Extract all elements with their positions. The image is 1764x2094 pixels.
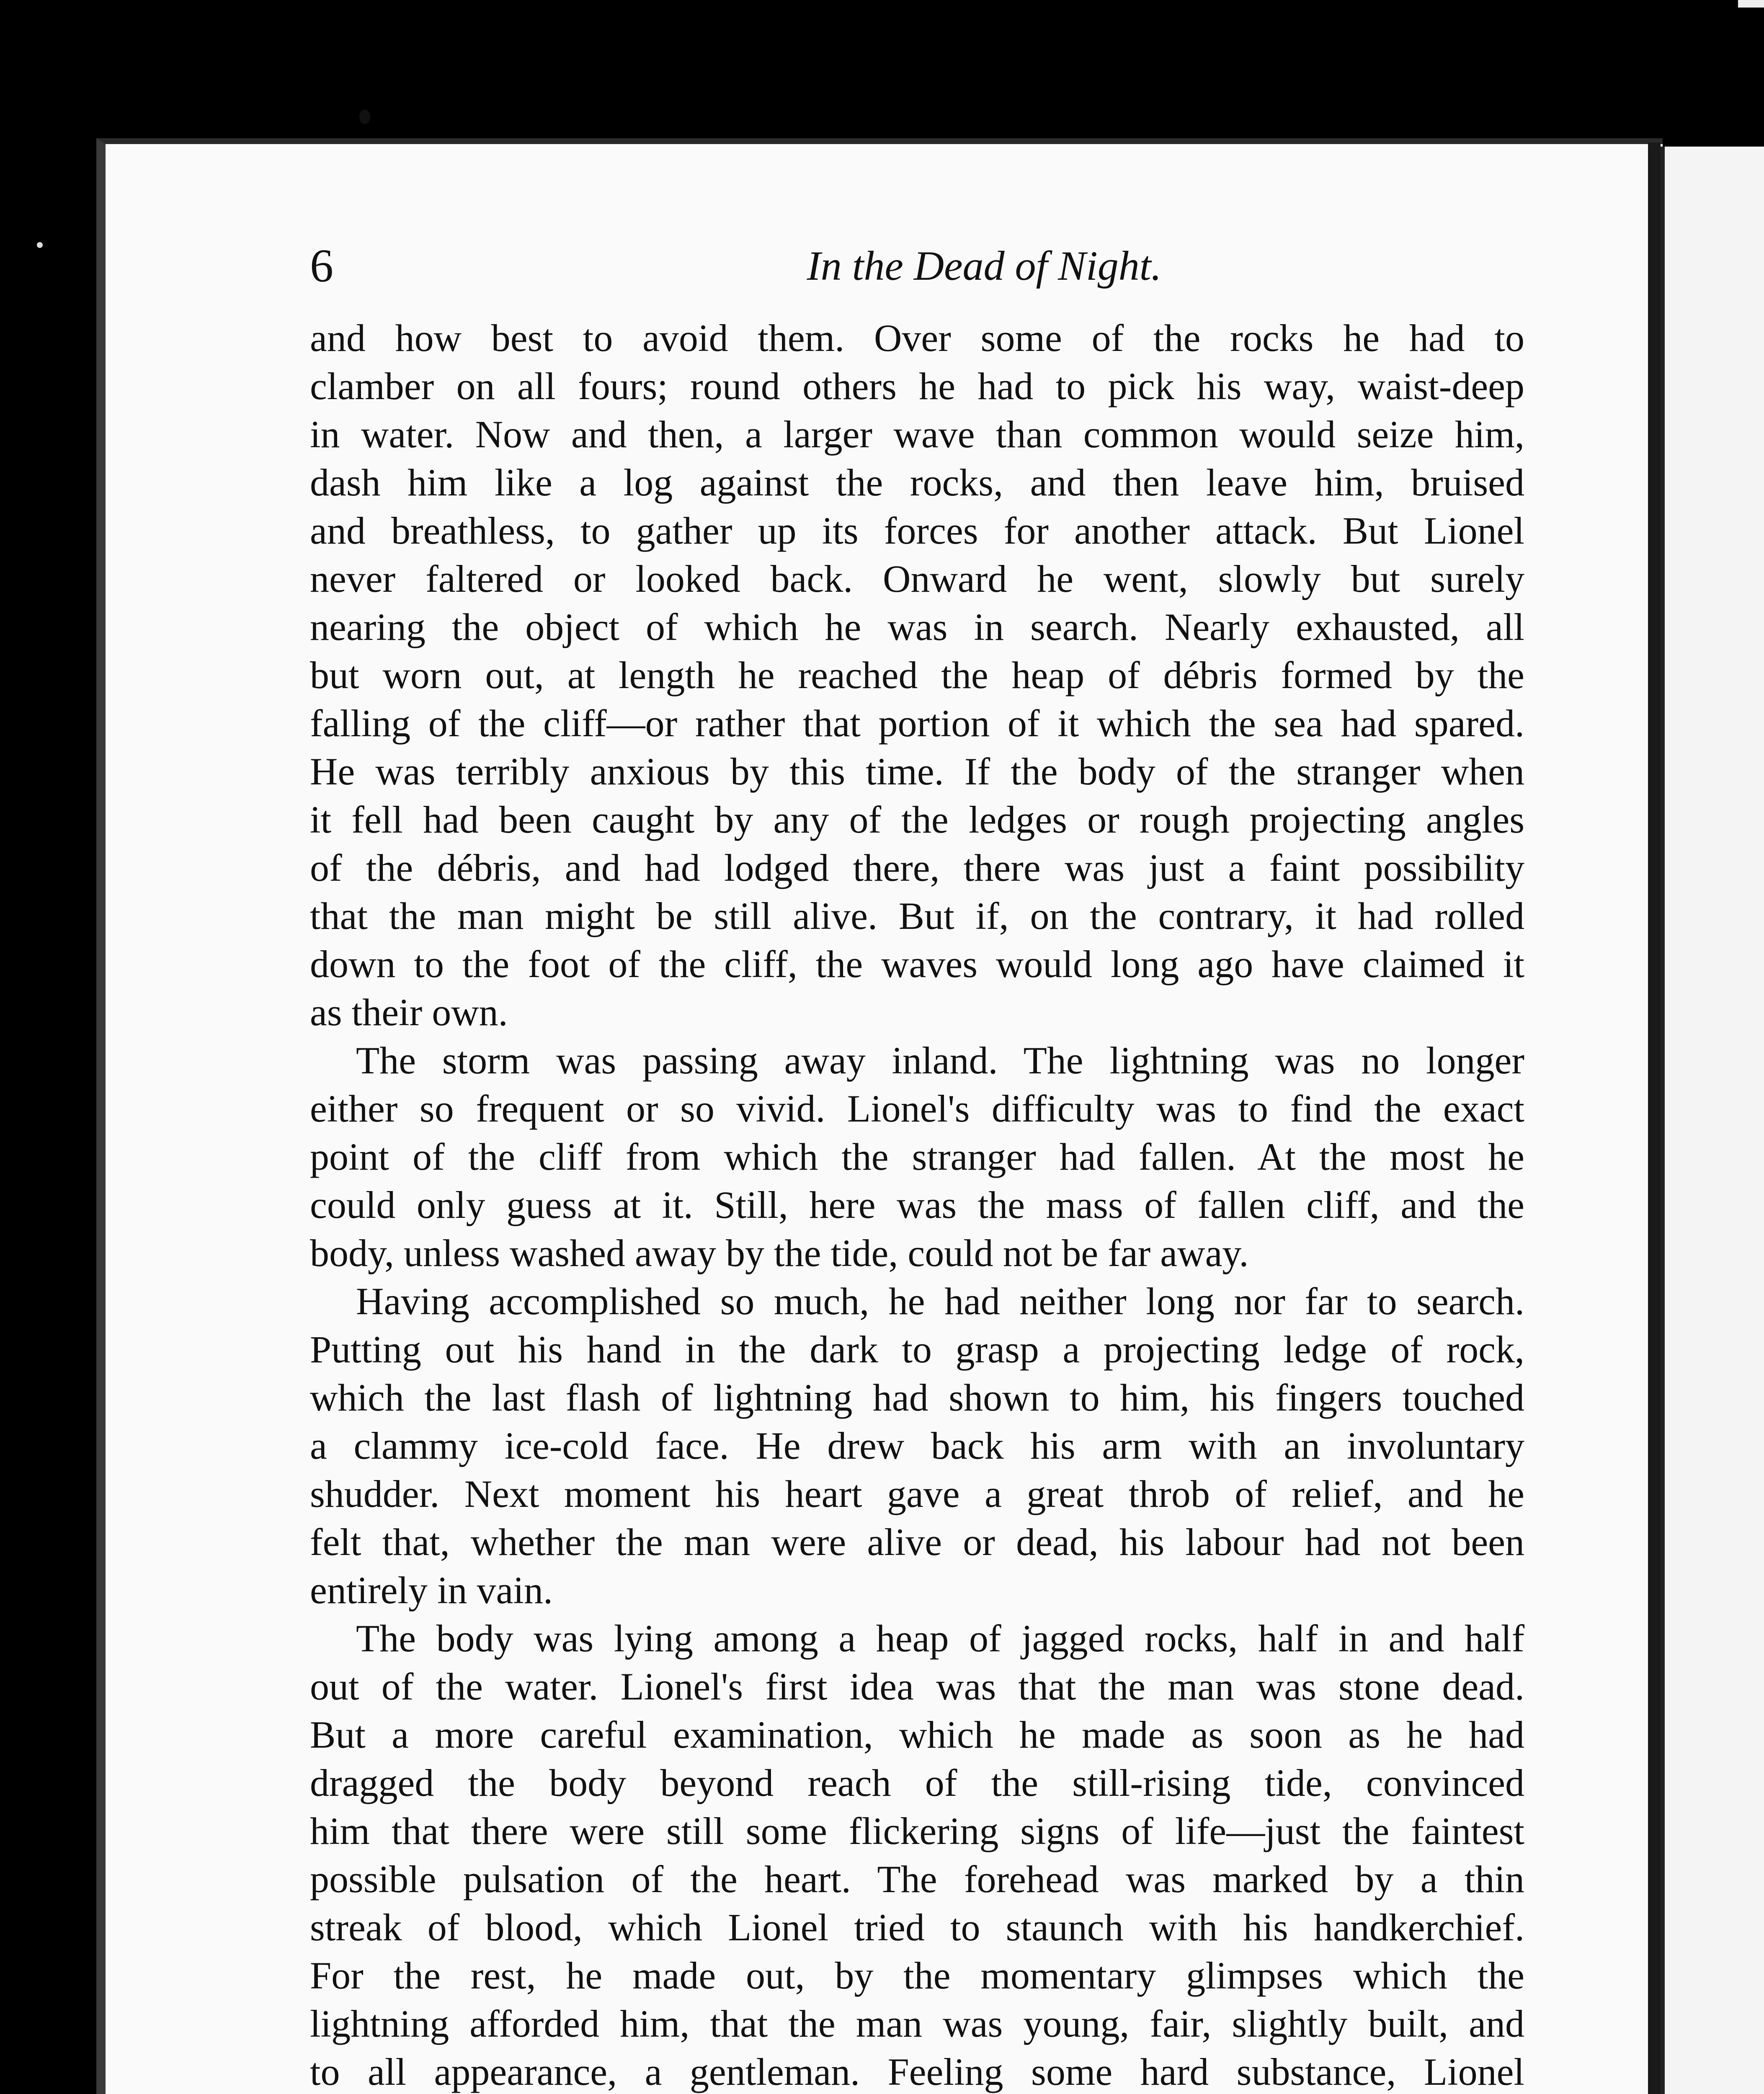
text-line: falling of the cliff—or rather that portion of it which the sea had spared. <box>310 702 1524 745</box>
text-line: never faltered or looked back. Onward he went, slowly but surely <box>310 557 1524 600</box>
text-line: dash him like a log against the rocks, and then leave him, bruised <box>310 461 1524 504</box>
text-line: which the last flash of lightning had shown to him, his fingers touched <box>310 1376 1524 1419</box>
text-line: Having accomplished so much, he had neither long nor far to search. <box>356 1280 1524 1323</box>
text-line: down to the foot of the cliff, the waves would long ago have claimed it <box>310 943 1524 985</box>
scan-speck <box>37 242 43 248</box>
paragraph <box>310 1037 1524 1277</box>
text-line: shudder. Next moment his heart gave a great throb of relief, and he <box>310 1473 1524 1515</box>
text-line: entirely in vain. <box>310 1569 553 1612</box>
text-line: could only guess at it. Still, here was the mass of fallen cliff, and the <box>310 1184 1524 1226</box>
text-line: of the débris, and had lodged there, there was just a faint possibility <box>310 846 1524 889</box>
text-line: to all appearance, a gentleman. Feeling some hard substance, Lionel <box>310 2050 1524 2093</box>
text-line: For the rest, he made out, by the momentary glimpses which the <box>310 1954 1524 1997</box>
text-line: body, unless washed away by the tide, could not be far away. <box>310 1232 1249 1274</box>
text-line: out of the water. Lionel's first idea was that the man was stone dead. <box>310 1665 1524 1708</box>
scan-speck <box>1738 0 1764 8</box>
text-line: point of the cliff from which the stranger had fallen. At the most he <box>310 1135 1524 1178</box>
text-line: either so frequent or so vivid. Lionel's difficulty was to find the exact <box>310 1087 1524 1130</box>
page-gutter-shadow <box>1648 142 1661 2094</box>
text-line: him that there were still some flickering signs of life—just the faintest <box>310 1810 1524 1852</box>
text-line: and how best to avoid them. Over some of the rocks he had to <box>310 317 1524 359</box>
page-header <box>302 235 1541 297</box>
text-line: dragged the body beyond reach of the still-rising tide, convinced <box>310 1761 1524 1804</box>
text-line: possible pulsation of the heart. The forehead was marked by a thin <box>310 1858 1524 1901</box>
running-title: In the Dead of Night. <box>807 242 1162 289</box>
facing-page-edge <box>1661 147 1764 2094</box>
text-line: Putting out his hand in the dark to grasp a projecting ledge of rock, <box>310 1328 1524 1371</box>
paragraph <box>310 1614 1524 2094</box>
text-line: a clammy ice-cold face. He drew back his arm with an involuntary <box>310 1424 1524 1467</box>
text-line: He was terribly anxious by this time. If the body of the stranger when <box>310 750 1524 793</box>
text-line: that the man might be still alive. But if, on the contrary, it had rolled <box>310 895 1524 937</box>
text-line: in water. Now and then, a larger wave than common would seize him, <box>310 413 1524 456</box>
text-line: and breathless, to gather up its forces for another attack. But Lionel <box>310 509 1524 552</box>
text-line: clamber on all fours; round others he had to pick his way, waist-deep <box>310 365 1524 407</box>
text-line: as their own. <box>310 991 508 1034</box>
text-line: streak of blood, which Lionel tried to staunch with his handkerchief. <box>310 1906 1524 1949</box>
text-line: felt that, whether the man were alive or dead, his labour had not been <box>310 1521 1524 1563</box>
body-text <box>310 314 1524 2094</box>
scan-speck <box>359 110 370 124</box>
text-line: The body was lying among a heap of jagged rocks, half in and half <box>356 1617 1524 1660</box>
paragraph <box>310 314 1524 1037</box>
text-line: but worn out, at length he reached the heap of débris formed by the <box>310 654 1524 696</box>
text-line: But a more careful examination, which he made as soon as he had <box>310 1713 1524 1756</box>
text-line: lightning afforded him, that the man was young, fair, slightly built, and <box>310 2002 1524 2045</box>
text-line: it fell had been caught by any of the ledges or rough projecting angles <box>310 798 1524 841</box>
page-number: 6 <box>310 240 333 292</box>
paragraph <box>310 1277 1524 1614</box>
text-line: nearing the object of which he was in search. Nearly exhausted, all <box>310 606 1524 648</box>
text-line: The storm was passing away inland. The lightning was no longer <box>356 1039 1524 1082</box>
